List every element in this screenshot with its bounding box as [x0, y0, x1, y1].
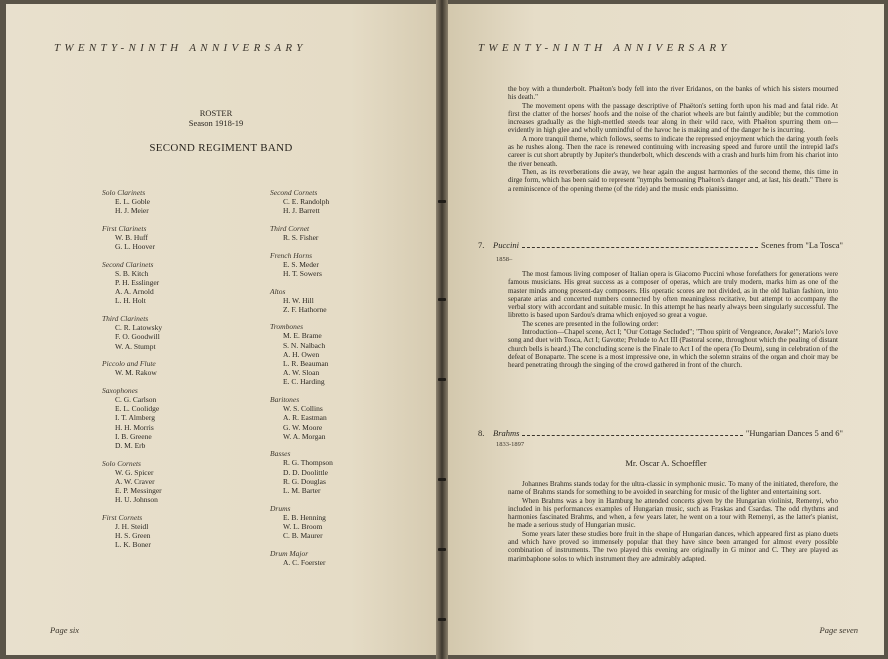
member-name: G. W. Moore: [283, 422, 323, 432]
member-name: L. M. Barter: [283, 486, 321, 496]
section-label: First Cornets: [102, 512, 143, 522]
member-name: W. S. Collins: [283, 404, 323, 414]
member-name: H. U. Johnson: [115, 495, 158, 505]
paragraph: the boy with a thunderbolt. Phaëton's body fell into the river Eridanos, on the banks of which his sisters mourned his death.": [508, 85, 838, 102]
roster-section: [270, 549, 420, 567]
roster-section: [270, 449, 420, 495]
member-name: G. L. Hoover: [115, 242, 155, 252]
composer-dates: 1858–: [496, 256, 513, 263]
member-name: W. G. Spicer: [115, 467, 154, 477]
section-label: French Horns: [270, 250, 313, 260]
paragraph: Johannes Brahms stands today for the ultra-classic in symphonic music. To many of the initiated, therefore, the name of Brahms stands for something to be avoided in searching for music of the lighter and entertaining sort.: [508, 480, 838, 497]
roster-section: [102, 260, 252, 306]
member-name: A. C. Foerster: [283, 557, 326, 567]
member-name: I. T. Almberg: [115, 413, 155, 423]
left-page: [6, 4, 436, 655]
section-label: First Clarinets: [102, 223, 147, 233]
member-name: C. B. Maurer: [283, 531, 323, 541]
piece-title: "Hungarian Dances 5 and 6": [745, 428, 843, 438]
program-item-7: [478, 240, 843, 250]
roster-section: [102, 188, 252, 215]
member-name: H. S. Green: [115, 531, 151, 541]
season-label: Season 1918-19: [188, 118, 244, 128]
roster-section: [270, 188, 420, 215]
member-name: P. H. Esslinger: [115, 278, 160, 288]
roster-section: [102, 513, 252, 550]
member-name: W. M. Rakow: [115, 368, 157, 378]
binding-staple: [438, 618, 446, 621]
roster-heading: [6, 108, 426, 128]
left-page-number: Page six: [50, 625, 80, 635]
item-number: 7.: [478, 240, 485, 250]
dotted-leader: [522, 247, 758, 248]
band-name: SECOND REGIMENT BAND: [149, 142, 293, 154]
member-name: E. L. Coolidge: [115, 404, 160, 414]
roster-section: [102, 386, 252, 450]
roster-section: [102, 314, 252, 351]
member-name: W. L. Broom: [283, 521, 323, 531]
paragraph: The most famous living composer of Italian opera is Giacomo Puccini whose forefathers for generations were famous musicians. His great success as a composer of operas, which are truly modern, marks him as one of the master minds among present-day composers. His operatic scores are not divided, as in the old Italian fashion, into separate arias and concerted numbers connected by often meaningless recitative, but attempt to accompany the verbal story with accordant and suitable music. In this attempt he has nearly always been singularly successful. The libretto is based upon Sardou's drama which enjoyed so great a vogue.: [508, 270, 838, 320]
member-name: R. G. Thompson: [283, 458, 333, 468]
member-name: L. R. Beauman: [283, 359, 329, 369]
member-name: D. D. Doolittle: [283, 467, 328, 477]
section-label: Second Cornets: [270, 188, 318, 197]
paragraph: The movement opens with the passage descriptive of Phaëton's setting forth upon his mad and fatal ride. At first the clatter of the horses' hoofs and the noise of the chariot wheels are but faintly audible; but the commotion increases gradually as the high-mettled steeds tear along in their wild race, with Phaëton spurring them on—evidently in high glee and wholly unmindful of the havoc he is making and of the danger he is incurring.: [508, 101, 838, 135]
item-number: 8.: [478, 428, 485, 438]
roster-section: [270, 322, 420, 386]
binding-staple: [438, 478, 446, 481]
roster-section: [270, 251, 420, 278]
member-name: C. R. Latowsky: [115, 323, 163, 333]
member-name: D. M. Erb: [115, 440, 146, 450]
roster-section: [270, 287, 420, 314]
section-label: Drum Major: [270, 548, 309, 558]
roster-column-2: [270, 188, 420, 576]
brahms-text: [508, 480, 838, 563]
member-name: A. A. Arnold: [115, 287, 154, 297]
member-name: S. B. Kitch: [115, 268, 149, 278]
dotted-leader: [522, 435, 742, 436]
composer-dates: 1833-1897: [496, 441, 525, 448]
member-name: S. N. Nalbach: [283, 340, 326, 350]
book-gutter: [436, 0, 448, 659]
roster-section: [102, 459, 252, 505]
member-name: W. A. Stumpt: [115, 341, 156, 351]
roster-section: [102, 359, 252, 377]
tosca-text: [508, 270, 838, 370]
left-running-header: TWENTY-NINTH ANNIVERSARY: [54, 42, 307, 54]
phaeton-text: [508, 85, 838, 193]
section-label: Second Clarinets: [102, 259, 154, 269]
section-label: Solo Clarinets: [102, 188, 146, 197]
member-name: I. B. Greene: [115, 431, 152, 441]
section-label: Saxophones: [102, 385, 138, 395]
right-running-header: TWENTY-NINTH ANNIVERSARY: [478, 42, 731, 54]
member-name: E. L. Goble: [115, 197, 150, 206]
paragraph: A more tranquil theme, which follows, seems to indicate the repressed enjoyment which the daring youth feels as he rushes along. Then the race is renewed continuing with increasing speed and furore until the intrepid lad's career is cut short abruptly by Jupiter's thunderbolt, which descends with a crash and hurls him from his chariot into the river beneath.: [508, 134, 838, 168]
paragraph: When Brahms was a boy in Hamburg he attended concerts given by the Hungarian violinist, Remenyi, who included in his performances examples of Hungarian music, such as Fraskas and Csardas. The odd rhythms and harmonies fascinated Brahms, and when, a few years later, he went on a tour with Remenyi, as the latter's pianist, he made a serious study of Hungarian music.: [508, 496, 838, 530]
binding-staple: [438, 378, 446, 381]
member-name: C. E. Randolph: [283, 197, 330, 206]
section-label: Altos: [270, 286, 286, 296]
section-label: Third Clarinets: [102, 314, 149, 324]
section-label: Baritones: [270, 395, 300, 405]
roster-section: [270, 395, 420, 441]
member-name: W. B. Huff: [115, 232, 148, 242]
composer-name: Puccini: [493, 240, 519, 250]
member-name: R. G. Douglas: [283, 476, 326, 486]
member-name: Z. F. Hathorne: [283, 304, 327, 314]
member-name: R. S. Fisher: [283, 232, 319, 242]
section-label: Third Cornet: [270, 223, 310, 233]
section-label: Piccolo and Flute: [102, 359, 156, 369]
member-name: A. H. Owen: [283, 349, 320, 359]
roster-label: ROSTER: [199, 108, 233, 118]
paragraph: Then, as its reverberations die away, we hear again the august harmonies of the second theme, this time in dirge form, which has been said to represent "nymphs bemoaning Phaëton's danger and, at last, his death." There is a reminiscence of the opening theme (of the ride) and the music ends pianissimo.: [508, 167, 838, 193]
member-name: F. O. Goodwill: [115, 332, 160, 342]
roster-section: [270, 504, 420, 541]
member-name: W. A. Morgan: [283, 431, 326, 441]
paragraph: Some years later these studies bore fruit in the shape of Hungarian dances, which appeared first as piano duets and which have proved so immensely popular that they have since been arranged for almost every possible combination of instruments. The two played this evening are originally in G minor and C. They are played as marimbaphone solos to which instrument they are admirably adapted.: [508, 529, 838, 563]
member-name: H. T. Sowers: [283, 268, 322, 278]
section-label: Drums: [270, 503, 291, 513]
piece-title: Scenes from "La Tosca": [761, 240, 843, 250]
member-name: H. J. Meier: [115, 206, 149, 216]
member-name: A. W. Sloan: [283, 368, 320, 378]
roster-section: [102, 224, 252, 251]
member-name: E. S. Meder: [283, 259, 319, 269]
binding-staple: [438, 200, 446, 203]
member-name: H. J. Barrett: [283, 206, 320, 216]
member-name: J. H. Steidl: [115, 521, 149, 531]
member-name: E. C. Harding: [283, 377, 325, 387]
program-item-8: [478, 428, 843, 438]
member-name: A. W. Craver: [115, 476, 155, 486]
binding-staple: [438, 298, 446, 301]
section-label: Solo Cornets: [102, 458, 141, 468]
binding-staple: [438, 548, 446, 551]
roster-section: [270, 224, 420, 242]
member-name: M. E. Brame: [283, 331, 322, 341]
member-name: H. W. Hill: [283, 295, 314, 305]
roster-column-1: [102, 188, 252, 558]
member-name: E. P. Messinger: [115, 486, 162, 496]
composer-name: Brahms: [493, 428, 520, 438]
paragraph: Introduction—Chapel scene, Act I; "Our Cottage Secluded"; "Thou spirit of Vengeance, Awake!"; Mario's love song and duet with Tosca, Act I; Gavotte; Prelude to Act III (Pastoral scene, throughout which the pealing of distant church bells is heard.) The concluding scene is the Finale to Act I of the opera (To Deum), sung in celebration of the defeat of Bonaparte. The scene is a most impressive one, in which the solemn strains of the organ and choir may be heard penetrating through the singing of the crowd gathered in front of the church.: [508, 328, 838, 370]
section-label: Trombones: [270, 322, 304, 332]
right-page: [448, 4, 884, 655]
member-name: H. H. Morris: [115, 422, 154, 432]
member-name: A. R. Eastman: [283, 413, 327, 423]
member-name: C. G. Carlson: [115, 394, 157, 404]
section-label: Basses: [270, 449, 291, 459]
member-name: E. B. Henning: [283, 512, 326, 522]
right-page-number: Page seven: [819, 625, 858, 635]
member-name: L. H. Holt: [115, 296, 146, 306]
paragraph: The scenes are presented in the following order:: [522, 319, 659, 328]
performer-name: Mr. Oscar A. Schoeffler: [625, 458, 707, 468]
member-name: L. K. Boner: [115, 540, 151, 550]
